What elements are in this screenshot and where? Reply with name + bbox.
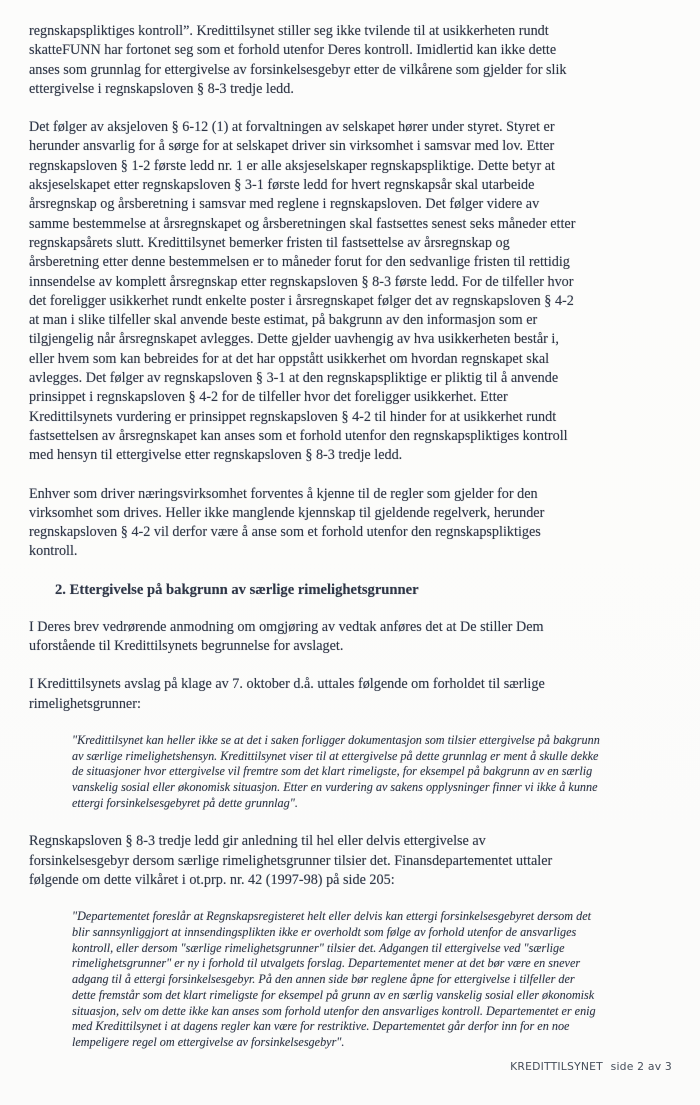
block-quote-departementet: "Departementet foreslår at Regnskapsregisteret helt eller delvis kan ettergi forsinkelsesgebyret dersom det blir sannsynliggjort at innsendingsplikten ikke er overholdt som følge av forhold utenfor de ansvarliges kontroll, eller dersom "særlige rimelighetsgrunner" tilsier det. Adgangen til ettergivelse ved "særlige rimelighetsgrunner" er ny i forhold til utvalgets forslag. Departementet mener at det bør være en snever adgang til å ettergi forsinkelsesgebyr. På den annen side bør reglene åpne for ettergivelse i tilfeller der dette fremstår som det klart rimeligste for eksempel på grunn av en særlig vanskelig sosial eller økonomisk situasjon, selv om dette ikke kan anses som forhold utenfor den ansvarliges kontroll. Departementet er enig med Kredittilsynet i at dagens regler kan være for restriktive. Departementet går derfor inn for en noe lempeligere regel om ettergivelse av forsinkelsesgebyr". [72, 909, 596, 1049]
footer-org-name: KREDITTILSYNET [510, 1060, 603, 1073]
paragraph-request-reversal: I Deres brev vedrørende anmodning om omgjøring av vedtak anføres det at De stiller Dem uforstående til Kredittilsynets begrunnelse for avslaget. [29, 618, 544, 655]
paragraph-legal-basis-aksjeloven: Det følger av aksjeloven § 6-12 (1) at forvaltningen av selskapet hører under styret. Styret er herunder ansvarlig for å sørge for at selskapet driver sin virksomhet i samsvar med lov. Etter regnskapsloven § 1-2 første ledd nr. 1 er alle aksjeselskaper regnskapspliktige. Dette betyr at aksjeselskapet etter regnskapsloven § 3-1 første ledd for hvert regnskapsår skal utarbeide årsregnskap og årsberetning i samsvar med reglene i regnskapsloven. Det følger videre av samme bestemmelse at årsregnskapet og årsberetningen skal fastsettes senest seks måneder etter regnskapsårets slutt. Kredittilsynet bemerker fristen til fastsettelse av årsregnskap og årsberetning etter denne bestemmelsen er to måneder forut for den sedvanlige fristen til rettidig innsendelse av komplett årsregnskap etter regnskapsloven § 8-3 første ledd. For de tilfeller hvor det foreligger usikkerhet rundt enkelte poster i årsregnskapet følger det av regnskapsloven § 4-2 at man i slike tilfeller skal anvende beste estimat, på bakgrunn av den informasjon som er tilgjengelig når årsregnskapet avlegges. Dette gjelder uavhengig av hva usikkerheten består i, eller hvem som kan bebreides for at det har oppstått usikkerhet om hvordan regnskapet skal avlegges. Det følger av regnskapsloven § 3-1 at den regnskapspliktige er pliktig til å anvende prinsippet i regnskapsloven § 4-2 for de tilfeller hvor det foreligger usikkerhet. Etter Kredittilsynets vurdering er prinsippet regnskapsloven § 4-2 til hinder for at usikkerhet rundt fastsettelsen av årsregnskapet kan anses som et forhold utenfor den regnskapspliktiges kontroll med hensyn til ettergivelse etter regnskapsloven § 8-3 tredje ledd. [29, 119, 576, 464]
document-content [29, 22, 673, 1072]
footer-page-number: side 2 av 3 [610, 1060, 672, 1073]
section-heading-2: 2. Ettergivelse på bakgrunn av særlige rimelighetsgrunner [55, 581, 419, 598]
paragraph-regnskapsloven-8-3: Regnskapsloven § 8-3 tredje ledd gir anledning til hel eller delvis ettergivelse av forsinkelsesgebyr dersom særlige rimelighetsgrunner tilsier det. Finansdepartementet uttaler følgende om dette vilkåret i ot.prp. nr. 42 (1997-98) på side 205: [29, 833, 553, 889]
page-footer [510, 1060, 672, 1073]
block-quote-kredittilsynet: "Kredittilsynet kan heller ikke se at det i saken forligger dokumentasjon som tilsier ettergivelse på bakgrunn av særlige rimelighetshensyn. Kredittilsynet viser til at ettergivelse på dette grunnlag er ment å skulle dekke de situasjoner hvor ettergivelse vil fremtre som det klart rimeligste, for eksempel på bakgrunn av en særlig vanskelig sosial eller økonomisk situasjon. Etter en vurdering av sakens opplysninger finner vi ikke å kunne ettergi forsinkelsesgebyret på dette grunnlag". [72, 732, 600, 810]
paragraph-avslag-intro: I Kredittilsynets avslag på klage av 7. oktober d.å. uttales følgende om forholdet til særlige rimelighetsgrunner: [29, 676, 545, 712]
paragraph-knowledge-of-rules: Enhver som driver næringsvirksomhet forventes å kjenne til de regler som gjelder for den virksomhet som drives. Heller ikke manglende kjennskap til gjeldende regelverk, herunder regnskapsloven § 4-2 vil derfor være å anse som et forhold utenfor den regnskapspliktiges kontroll. [29, 485, 545, 560]
paragraph-uncertainty-skattefunn: regnskapspliktiges kontroll”. Kredittilsynet stiller seg ikke tvilende til at usikkerheten rundt skatteFUNN har fortonet seg som et forhold utenfor Deres kontroll. Imidlertid kan ikke dette anses som grunnlag for ettergivelse av forsinkelsesgebyr etter de vilkårene som gjelder for slik ettergivelse i regnskapsloven § 8-3 tredje ledd. [29, 23, 567, 97]
